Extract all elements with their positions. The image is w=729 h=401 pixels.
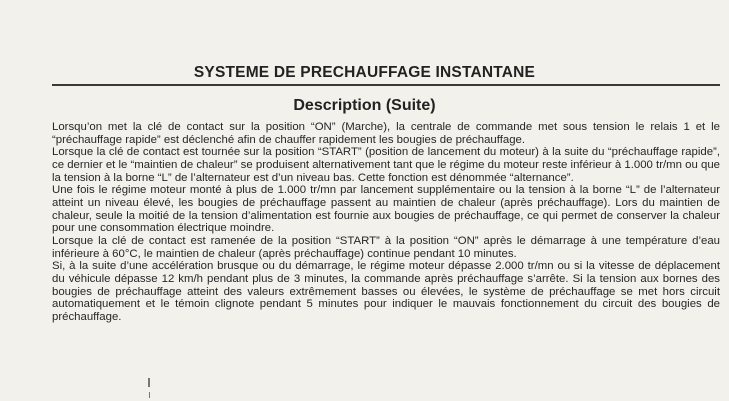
scan-speck xyxy=(149,392,150,398)
page-title: SYSTEME DE PRECHAUFFAGE INSTANTANE xyxy=(193,64,536,81)
section-subtitle: Description (Suite) xyxy=(293,97,436,114)
paragraph: Lorsque la clé de contact est ramenée de la position “START” à la position “ON” après le démarrage à une température d’eau inférieure à 60°C, le maintien de chaleur (après préchauffage) continue pendant 10 minutes. xyxy=(52,234,720,260)
paragraph: Si, à la suite d’une accélération brusque ou du démarrage, le régime moteur dépasse 2.000 tr/mn ou si la vitesse de déplacement du véhicule dépasse 12 km/h pendant plus de 3 minutes, la commande après préchauffage s’arrête. Si la tension aux bornes des bougies de préchauffage atteint des valeurs extrêmement basses ou élevées, le système de préchauffage se met hors circuit automatiquement et le témoin clignote pendant 5 minutes pour indiquer le mauvais fonctionnement du circuit des bougies de préchauffage. xyxy=(52,260,720,323)
paragraph: Lorsqu’on met la clé de contact sur la position “ON” (Marche), la centrale de commande met sous tension le relais 1 et le “préchauffage rapide” est déclenché afin de chauffer rapidement les bougies de préchauffage. xyxy=(52,121,720,146)
paragraph: Lorsque la clé de contact est tournée sur la position “START” (position de lancement du moteur) à la suite du “préchauffage rapide”, ce dernier et le “maintien de chaleur” se produisent alternativement tant que le régime du moteur reste inférieur à 1.000 tr/mn ou que la tension à la borne “L” de l’alternateur est d’un niveau bas. Cette fonction est dénommée “alternance”. xyxy=(52,146,720,184)
title-underline xyxy=(52,84,720,86)
scan-speck xyxy=(148,378,150,387)
body-text xyxy=(52,121,720,324)
paragraph: Une fois le régime moteur monté à plus de 1.000 tr/mn par lancement supplémentaire ou la tension à la borne “L” de l’alternateur atteint un niveau élevé, les bougies de préchauffage passent au maintien de chaleur (après préchauffage). Lors du maintien de chaleur, seule la moitié de la tension d’alimentation est fournie aux bougies de préchauffage, ce qui permet de conserver la chaleur pour une consommation électrique moindre. xyxy=(52,184,720,235)
